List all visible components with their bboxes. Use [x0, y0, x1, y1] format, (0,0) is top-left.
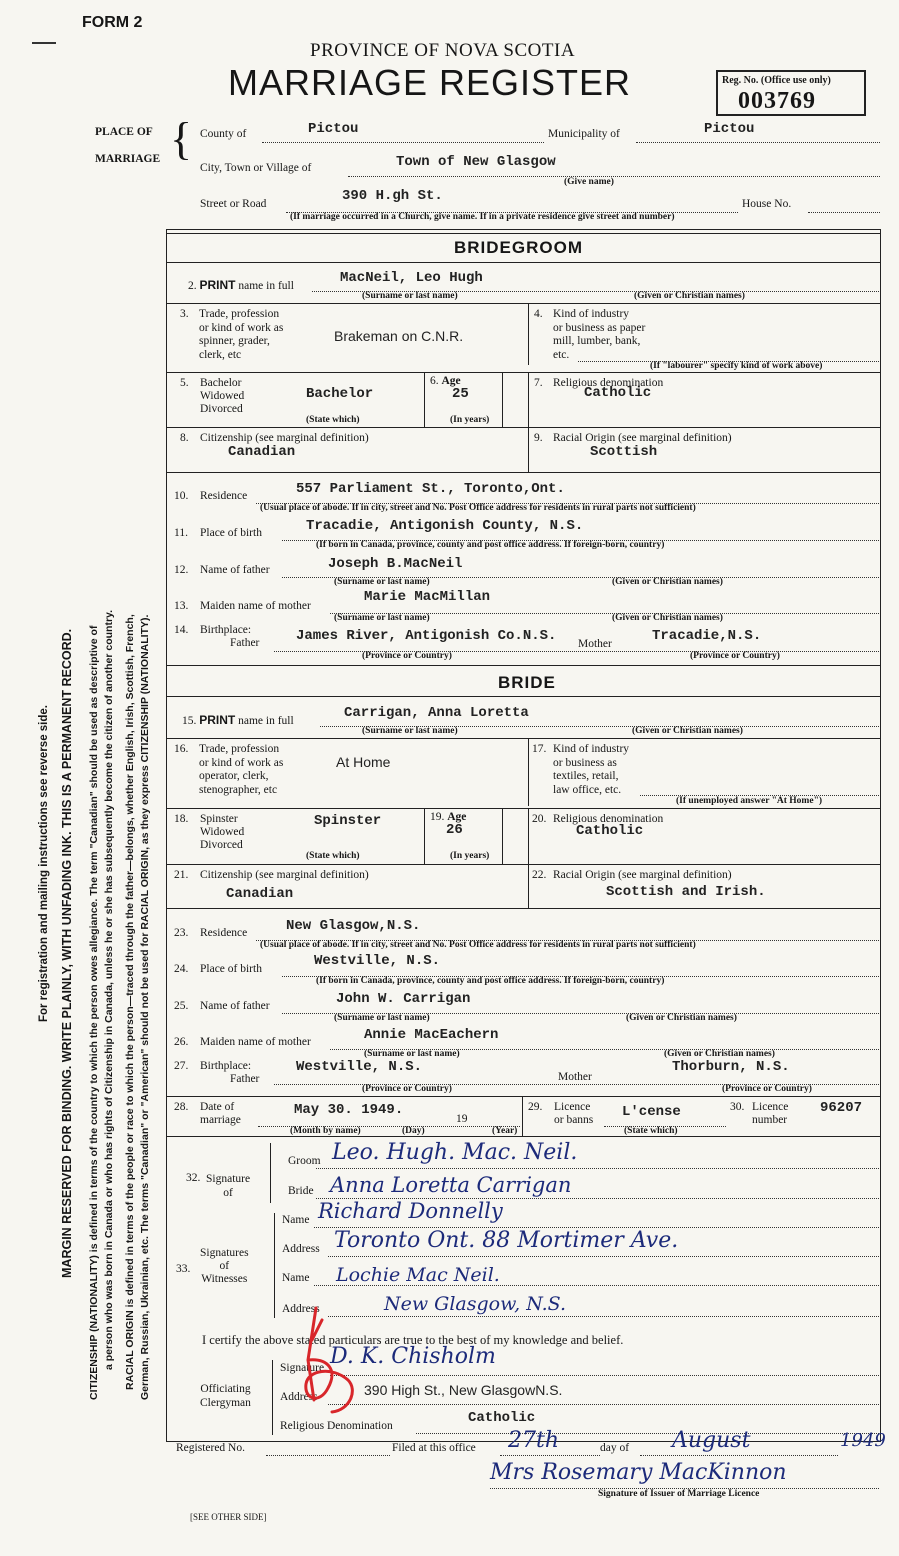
- clergy-religion: Catholic: [468, 1410, 536, 1426]
- groom-bp-mother-label: Mother: [578, 638, 612, 650]
- margin-binding-note: MARGIN RESERVED FOR BINDING. WRITE PLAINLY, WITH UNFADING INK. THIS IS A PERMANENT RECORD.: [60, 628, 74, 1278]
- bride-citizenship: Canadian: [226, 886, 294, 902]
- bride-mother-label: Maiden name of mother: [200, 1036, 311, 1048]
- bride-father: John W. Carrigan: [336, 991, 471, 1007]
- groom-n8: 8.: [180, 432, 189, 444]
- date-n28: 28.: [174, 1101, 189, 1113]
- groom-birthplace: Tracadie, Antigonish County, N.S.: [306, 518, 584, 534]
- groom-father: Joseph B.MacNeil: [328, 556, 463, 572]
- groom-state-caption: (State which): [306, 415, 360, 425]
- bride-bp-mother-label: Mother: [558, 1071, 592, 1083]
- groom-given-caption: (Given or Christian names): [634, 291, 745, 301]
- groom-n3: 3.: [180, 308, 189, 320]
- form-number: FORM 2: [82, 14, 143, 31]
- place-label-2: MARRIAGE: [95, 153, 161, 165]
- province-heading: PROVINCE OF NOVA SCOTIA: [310, 40, 576, 61]
- see-other-side: [SEE OTHER SIDE]: [190, 1512, 267, 1522]
- page-title: MARRIAGE REGISTER: [228, 62, 632, 103]
- groom-n5: 5.: [180, 377, 189, 389]
- bride-bp-label: Birthplace: Father: [200, 1060, 260, 1085]
- margin-citizenship-1: CITIZENSHIP (NATIONALITY) is defined in terms of the country to which the person owes allegiance. The term "Canadian" should be used as descriptive of: [88, 625, 100, 1400]
- witness2-name: Lochie Mac Neil.: [336, 1264, 500, 1286]
- witness1-name: Richard Donnelly: [318, 1199, 503, 1223]
- bride-bp-mother-cap: (Province or Country): [722, 1084, 812, 1094]
- bride-signature: Anna Loretta Carrigan: [330, 1173, 572, 1197]
- reg-number-box: [716, 70, 866, 116]
- groom-mother-label: Maiden name of mother: [200, 600, 311, 612]
- w2-name-label: Name: [282, 1272, 310, 1284]
- groom-industry-caption: (If "labourer" specify kind of work above): [650, 361, 823, 371]
- day-caption: (Day): [402, 1126, 425, 1136]
- licence-type: L'cense: [622, 1104, 681, 1120]
- issuer-signature: Mrs Rosemary MacKinnon: [490, 1460, 787, 1485]
- bride-race-label: Racial Origin (see marginal definition): [553, 869, 732, 881]
- street-value: 390 H.gh St.: [342, 188, 443, 204]
- bride-trade-label: Trade, profession or kind of work as operator, clerk, stenographer, etc: [199, 743, 284, 796]
- w1-address-label: Address: [282, 1243, 320, 1255]
- margin-racial-2: German, Russian, Ukrainian, etc. The terms "Canadian" or "American" should not be used for RACIAL ORIGIN, as they express CITIZENSHIP (NATIONALITY).: [139, 614, 151, 1400]
- licence-number: 96207: [820, 1100, 863, 1116]
- groom-sig-label: Groom: [288, 1155, 321, 1167]
- city-value: Town of New Glasgow: [396, 154, 556, 170]
- bride-res-caption: (Usual place of abode. If in city, street and No. Post Office address for residents in rural parts not sufficient): [260, 940, 696, 950]
- groom-mother: Marie MacMillan: [364, 589, 491, 605]
- year-caption: (Year): [492, 1126, 518, 1136]
- sig-label: Signature of: [206, 1173, 251, 1199]
- groom-father-given-cap: (Given or Christian names): [612, 577, 723, 587]
- bride-religion-label: Religious denomination: [553, 813, 664, 825]
- bride-racial-origin: Scottish and Irish.: [606, 884, 766, 900]
- witness1-address: Toronto Ont. 88 Mortimer Ave.: [334, 1228, 679, 1253]
- filed-day: 27th: [508, 1428, 560, 1453]
- groom-citizenship: Canadian: [228, 444, 296, 460]
- bride-cit-label: Citizenship (see marginal definition): [200, 869, 369, 881]
- bride-bp-father-cap: (Province or Country): [362, 1084, 452, 1094]
- bride-birthplace: Westville, N.S.: [314, 953, 441, 969]
- bride-industry-label: Kind of industry or business as textiles, retail, law office, etc.: [553, 743, 630, 796]
- clergy-sig-label: Signature: [280, 1362, 325, 1374]
- margin-instructions: For registration and mailing instructions see reverse side.: [38, 705, 50, 1022]
- clergy-signature: D. K. Chisholm: [330, 1344, 496, 1369]
- place-label-1: PLACE OF: [95, 126, 153, 138]
- place-note: (If marriage occurred in a Church, give name. If in a private residence give street and number): [290, 212, 675, 222]
- licence-label: Licence or banns: [554, 1101, 594, 1126]
- reg-label: Reg. No.: [722, 75, 759, 86]
- groom-bp-mother-cap: (Province or Country): [690, 651, 780, 661]
- clergy-addr-label: Address: [280, 1391, 318, 1403]
- bride-state-caption: (State which): [306, 851, 360, 861]
- wit-n33: 33.: [176, 1263, 191, 1275]
- bride-n19: 19. Age: [430, 811, 467, 823]
- reg-office-note: (Office use only): [760, 75, 831, 86]
- nineteen: 19: [456, 1113, 468, 1125]
- filed-label: Filed at this office: [392, 1442, 476, 1454]
- groom-n4: 4.: [534, 308, 543, 320]
- bride-industry-caption: (If unemployed answer "At Home"): [676, 796, 823, 806]
- bride-n25: 25.: [174, 1000, 189, 1012]
- date-label: Date of marriage: [200, 1101, 241, 1126]
- groom-age: 25: [452, 386, 469, 402]
- bride-n23: 23.: [174, 927, 189, 939]
- groom-racial-origin: Scottish: [590, 444, 658, 460]
- sig-n32: 32.: [186, 1172, 201, 1184]
- bridegroom-heading: BRIDEGROOM: [454, 238, 583, 257]
- groom-name-label: 2. PRINT name in full: [188, 278, 294, 292]
- bride-n16: 16.: [174, 743, 189, 755]
- bride-n22: 22.: [532, 869, 547, 881]
- groom-n7: 7.: [534, 377, 543, 389]
- groom-status-label: Bachelor Widowed Divorced: [200, 377, 245, 415]
- month-caption: (Month by name): [290, 1126, 361, 1136]
- bride-n18: 18.: [174, 813, 189, 825]
- groom-n10: 10.: [174, 490, 189, 502]
- bride-res-label: Residence: [200, 927, 248, 939]
- bride-father-label: Name of father: [200, 1000, 270, 1012]
- bride-father-surname-cap: (Surname or last name): [334, 1013, 430, 1023]
- groom-mother-given-cap: (Given or Christian names): [612, 613, 723, 623]
- day-of-label: day of: [600, 1442, 630, 1454]
- groom-res-caption: (Usual place of abode. If in city, street and No. Post Office address for residents in rural parts not sufficient): [260, 503, 696, 513]
- bride-n20: 20.: [532, 813, 547, 825]
- margin-citizenship-2: a person who was born in Canada or who has rights of Citizenship in Canada, unless he or she has subsequently become the citizen of another country.: [103, 609, 115, 1370]
- bride-trade: At Home: [336, 754, 391, 770]
- groom-n12: 12.: [174, 564, 189, 576]
- scribble-mark: [32, 42, 56, 44]
- bride-residence: New Glasgow,N.S.: [286, 918, 421, 934]
- groom-bp-mother: Tracadie,N.S.: [652, 628, 762, 644]
- clergy-label: Officiating Clergyman: [200, 1383, 251, 1409]
- groom-bp-father: James River, Antigonish Co.N.S.: [296, 628, 557, 644]
- bride-religion: Catholic: [576, 823, 644, 839]
- bride-given-caption: (Given or Christian names): [632, 726, 743, 736]
- licence-no-label: Licence number: [752, 1101, 789, 1126]
- groom-residence: 557 Parliament St., Toronto,Ont.: [296, 481, 565, 497]
- county-label: County of: [200, 128, 247, 140]
- groom-n6: 6. Age: [430, 375, 461, 387]
- groom-father-label: Name of father: [200, 564, 270, 576]
- bride-n26: 26.: [174, 1036, 189, 1048]
- bride-mother-given-cap: (Given or Christian names): [664, 1049, 775, 1059]
- groom-n9: 9.: [534, 432, 543, 444]
- bride-father-given-cap: (Given or Christian names): [626, 1013, 737, 1023]
- city-label: City, Town or Village of: [200, 162, 312, 174]
- groom-mother-surname-cap: (Surname or last name): [334, 613, 430, 623]
- bride-bp-father: Westville, N.S.: [296, 1059, 423, 1075]
- groom-religion-label: Religious denomination: [553, 377, 664, 389]
- marriage-date: May 30. 1949.: [294, 1102, 404, 1118]
- clergy-address: 390 High St., New GlasgowN.S.: [364, 1382, 563, 1398]
- groom-cit-label: Citizenship (see marginal definition): [200, 432, 369, 444]
- groom-trade-label: Trade, profession or kind of work as spinner, grader, clerk, etc: [199, 308, 284, 361]
- issuer-caption: Signature of Issuer of Marriage Licence: [598, 1489, 760, 1499]
- groom-trade: Brakeman on C.N.R.: [334, 328, 464, 344]
- margin-racial-1: RACIAL ORIGIN is defined in terms of the people or race to which the person—traced through the father—belongs, whether English, Irish, Scottish, French,: [124, 614, 136, 1390]
- groom-bp-label: Birthplace: Father: [200, 624, 260, 649]
- municipality-label: Municipality of: [548, 128, 620, 140]
- groom-name: MacNeil, Leo Hugh: [340, 270, 483, 286]
- clergy-relig-label: Religious Denomination: [280, 1420, 393, 1432]
- bride-mother-surname-cap: (Surname or last name): [364, 1049, 460, 1059]
- groom-birth-label: Place of birth: [200, 527, 262, 539]
- bride-status: Spinster: [314, 813, 382, 829]
- bride-birth-label: Place of birth: [200, 963, 262, 975]
- groom-n14: 14.: [174, 624, 189, 636]
- groom-res-label: Residence: [200, 490, 248, 502]
- street-label: Street or Road: [200, 198, 267, 210]
- bride-status-label: Spinster Widowed Divorced: [200, 813, 245, 851]
- bride-surname-caption: (Surname or last name): [362, 726, 458, 736]
- licence-n29: 29.: [528, 1101, 543, 1113]
- bride-n17: 17.: [532, 743, 547, 755]
- filed-month: August: [672, 1428, 751, 1453]
- bride-n24: 24.: [174, 963, 189, 975]
- county-value: Pictou: [308, 121, 359, 137]
- groom-status: Bachelor: [306, 386, 374, 402]
- bride-years-caption: (In years): [450, 851, 490, 861]
- house-label: House No.: [742, 198, 792, 210]
- groom-birth-caption: (If born in Canada, province, county and post office address. If foreign-born, country): [316, 540, 665, 550]
- licence-no-n30: 30.: [730, 1101, 745, 1113]
- groom-bp-father-cap: (Province or Country): [362, 651, 452, 661]
- groom-religion: Catholic: [584, 385, 652, 401]
- give-name-caption: (Give name): [564, 177, 614, 187]
- groom-n13: 13.: [174, 600, 189, 612]
- bride-n27: 27.: [174, 1060, 189, 1072]
- groom-surname-caption: (Surname or last name): [362, 291, 458, 301]
- bride-name: Carrigan, Anna Loretta: [344, 705, 529, 721]
- groom-signature: Leo. Hugh. Mac. Neil.: [332, 1140, 578, 1165]
- witnesses-label: Signatures of Witnesses: [200, 1247, 249, 1285]
- place-brace: {: [170, 113, 193, 164]
- reg-number: 003769: [738, 88, 816, 114]
- filed-year: 1949: [840, 1430, 886, 1451]
- bride-mother: Annie MacEachern: [364, 1027, 499, 1043]
- certification: I certify the above stated particulars are true to the best of my knowledge and belief.: [202, 1333, 624, 1347]
- groom-years-caption: (In years): [450, 415, 490, 425]
- bride-heading: BRIDE: [498, 673, 556, 692]
- red-ink-mark: [298, 1300, 368, 1420]
- w2-address-label: Address: [282, 1303, 320, 1315]
- groom-father-surname-cap: (Surname or last name): [334, 577, 430, 587]
- bride-sig-label: Bride: [288, 1185, 314, 1197]
- groom-industry-label: Kind of industry or business as paper mill, lumber, bank, etc.: [553, 308, 646, 361]
- bride-bp-mother: Thorburn, N.S.: [672, 1059, 790, 1075]
- bride-name-label: 15. PRINT name in full: [182, 713, 294, 727]
- bride-age: 26: [446, 822, 463, 838]
- groom-race-label: Racial Origin (see marginal definition): [553, 432, 732, 444]
- w1-name-label: Name: [282, 1214, 310, 1226]
- bride-n21: 21.: [174, 869, 189, 881]
- bride-birth-caption: (If born in Canada, province, county and post office address. If foreign-born, country): [316, 976, 665, 986]
- registered-label: Registered No.: [176, 1442, 245, 1454]
- groom-n11: 11.: [174, 527, 188, 539]
- witness2-address: New Glasgow, N.S.: [384, 1293, 567, 1315]
- state-which-caption: (State which): [624, 1126, 678, 1136]
- municipality-value: Pictou: [704, 121, 755, 137]
